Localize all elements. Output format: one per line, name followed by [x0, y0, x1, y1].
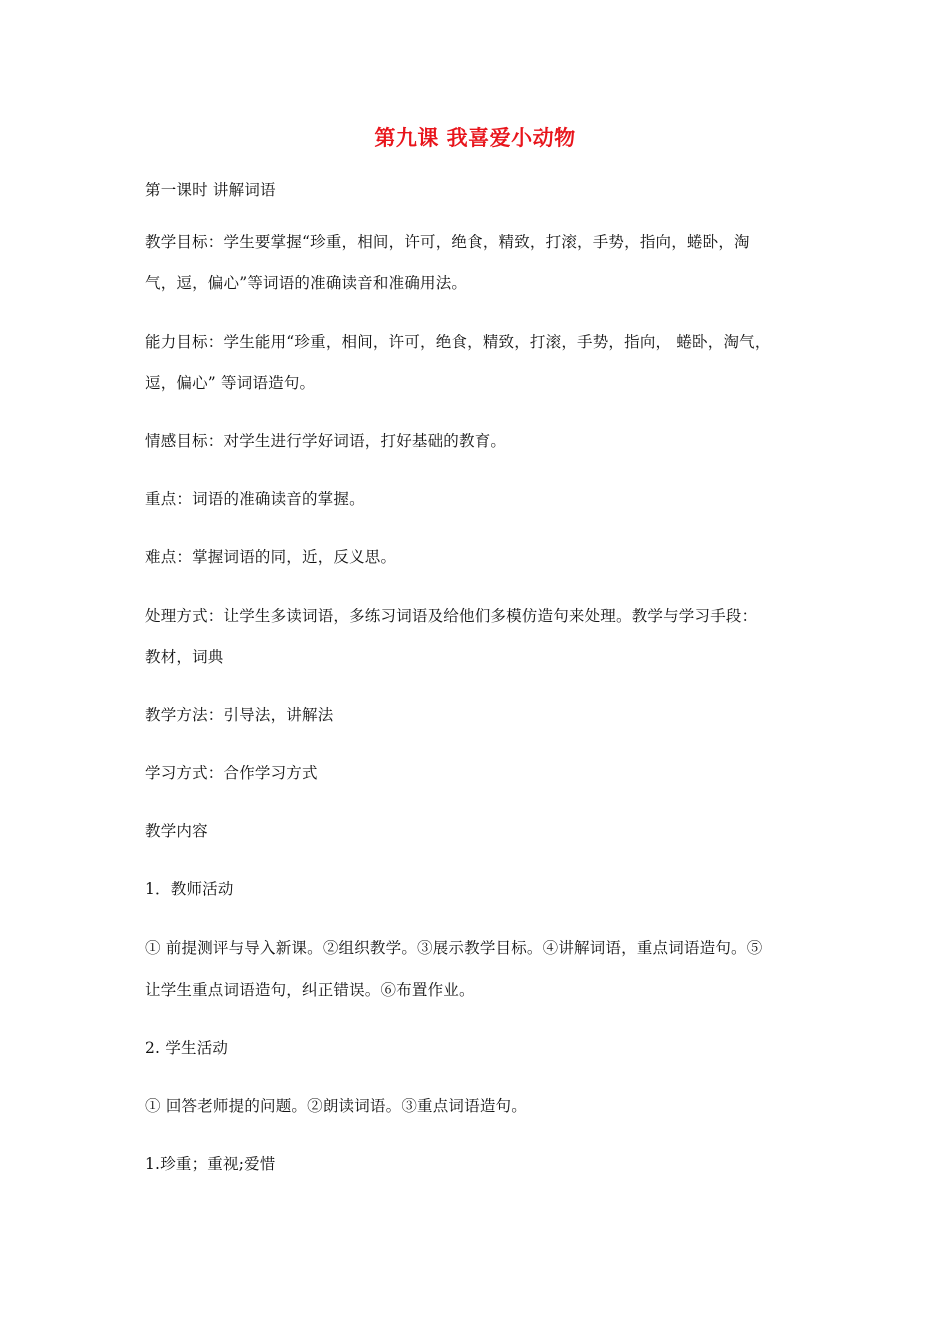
teaching-method: 教学方法：引导法，讲解法 [145, 706, 334, 724]
teacher-activity-line-1: ① 前提测评与导入新课。②组织教学。③展示教学目标。④讲解词语，重点词语造句。⑤ [145, 939, 763, 957]
page-title: 第九课 我喜爱小动物 [374, 125, 576, 150]
content-heading: 教学内容 [145, 822, 208, 840]
teacher-activity-line-2: 让学生重点词语造句，纠正错误。⑥布置作业。 [145, 981, 475, 999]
method-line-1: 处理方式：让学生多读词语，多练习词语及给他们多模仿造句来处理。教学与学习手段： [145, 607, 758, 625]
student-activity-line-1: ① 回答老师提的问题。②朗读词语。③重点词语造句。 [145, 1097, 527, 1115]
ability-goal-line-2: 逗，偏心” 等词语造句。 [145, 374, 316, 392]
method-line-2: 教材，词典 [145, 648, 224, 666]
ability-goal-line-1: 能力目标：学生能用“珍重，相间，许可，绝食，精致，打滚，手势，指向， 蜷卧，淘气， [145, 333, 771, 351]
vocab-item: 1.珍重；重视;爱惜 [145, 1155, 276, 1173]
teacher-activity-heading: 1．教师活动 [145, 880, 234, 898]
learning-method: 学习方式：合作学习方式 [145, 764, 318, 782]
student-activity-heading: 2. 学生活动 [145, 1039, 229, 1057]
lesson-subtitle: 第一课时 讲解词语 [145, 181, 276, 199]
emotion-goal: 情感目标：对学生进行学好词语，打好基础的教育。 [145, 432, 507, 450]
teaching-goal-line-2: 气，逗，偏心”等词语的准确读音和准确用法。 [145, 274, 468, 292]
teaching-goal-line-1: 教学目标：学生要掌握“珍重，相间，许可，绝食，精致，打滚，手势，指向，蜷卧，淘 [145, 233, 750, 251]
key-point: 重点：词语的准确读音的掌握。 [145, 490, 365, 508]
difficult-point: 难点：掌握词语的同，近，反义思。 [145, 548, 397, 566]
